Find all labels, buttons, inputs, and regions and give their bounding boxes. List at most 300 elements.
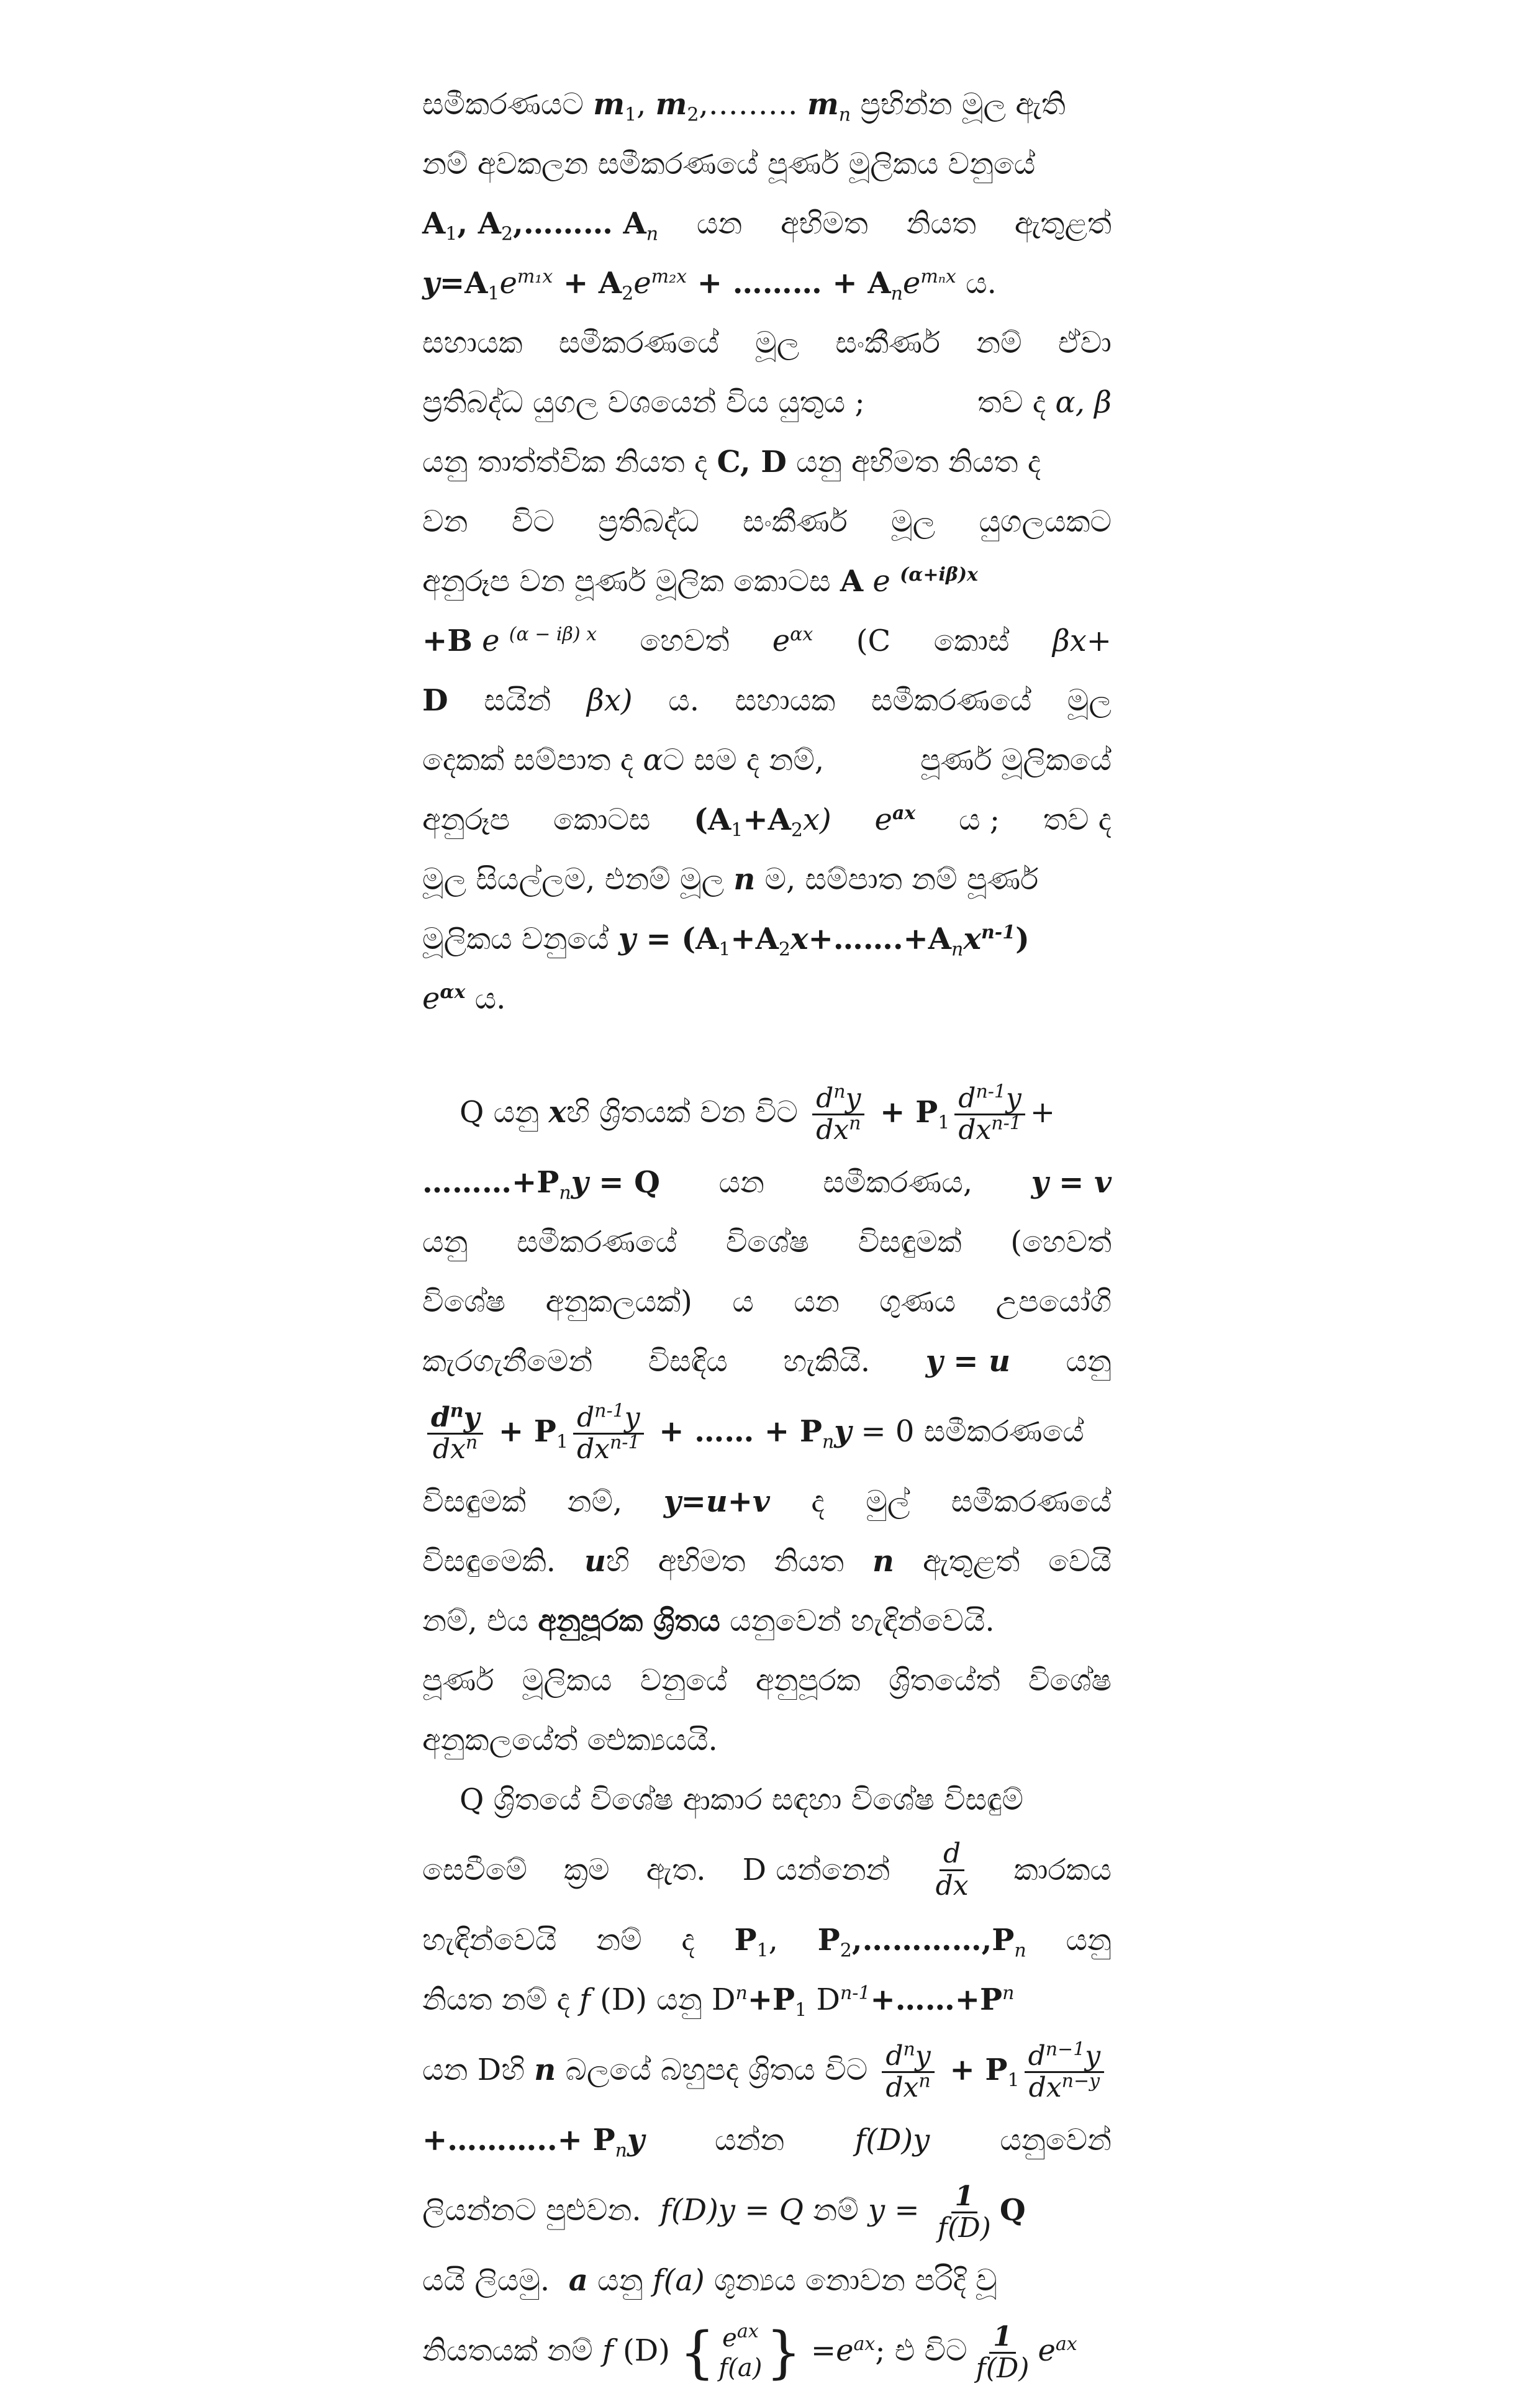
text-line — [422, 373, 1112, 432]
math-var: x) — [802, 802, 831, 837]
math-group — [734, 1910, 777, 1970]
math-var: x — [963, 922, 981, 956]
subscript: 1 — [731, 819, 743, 842]
math-var: y — [627, 2123, 645, 2157]
text-span: D යන්නෙන් — [742, 1853, 890, 1887]
fraction — [718, 2320, 763, 2383]
text-span: හැකියි. — [783, 1344, 871, 1379]
text-span: යන D — [422, 2053, 502, 2087]
math-var: y — [834, 1414, 852, 1449]
subscript: 1 — [938, 1112, 950, 1134]
text-span: අභිමත — [658, 1544, 746, 1579]
superscript: n-1 — [991, 1112, 1021, 1135]
superscript: n−y — [1061, 2070, 1100, 2092]
text-line — [422, 2310, 1112, 2391]
defined-term: අනුපූරක ශ්‍රිතය — [538, 1604, 720, 1638]
text-span: පූර්ණ — [422, 1663, 494, 1698]
superscript: mₙx — [920, 266, 956, 288]
text-span: සහායක — [422, 325, 523, 360]
text-span: Q ශ්‍රිතයේ විශේෂ ආකාර සඳහා විශේෂ විසඳුම් — [460, 1782, 1024, 1817]
text-span: ය. — [956, 266, 997, 301]
text-line — [422, 1970, 1112, 2030]
denominator — [812, 1112, 864, 1146]
text-span: නියත — [906, 206, 977, 241]
text-span: ඇතුළත් — [922, 1544, 1020, 1579]
text-span: ද — [811, 1484, 825, 1519]
text-span: හැඳින්වෙයි — [422, 1923, 557, 1958]
subscript: 1 — [1007, 2069, 1020, 2092]
math-var: y = — [868, 2193, 929, 2228]
text-span: නම් — [596, 1923, 642, 1958]
numerator — [722, 2320, 759, 2353]
text-line — [422, 492, 1112, 551]
text-span: යන්න — [714, 2123, 785, 2157]
text-line — [422, 75, 1112, 134]
text-span: අනුරූප වන පූර්ණ මූලික කොටස — [422, 564, 840, 599]
math-var: + P — [869, 1095, 938, 1130]
text-span: යන — [696, 206, 743, 241]
superscript: n — [1002, 1982, 1015, 2004]
text-span: ය ; — [959, 802, 1000, 837]
math-var: n — [872, 1544, 894, 1579]
text-group — [422, 730, 824, 790]
text-span: හි ශ්‍රිතයක් වන විට — [566, 1095, 798, 1130]
text-span: (හෙවත් — [1010, 1225, 1112, 1259]
text-span: අනුපූරක — [755, 1663, 861, 1698]
math-group — [422, 2110, 645, 2170]
text-span: පූර්ණ මූලිකයේ — [920, 743, 1112, 778]
denominator: f(a) — [718, 2353, 763, 2382]
numerator: d — [940, 1839, 964, 1871]
numerator — [1025, 2038, 1105, 2073]
subscript: 2 — [501, 223, 514, 245]
math-var: A — [840, 564, 864, 599]
text-span: සමීකරණය, — [823, 1165, 973, 1200]
text-line — [422, 432, 1112, 492]
text-span: යයි ලියමු. — [422, 2263, 550, 2298]
text-span: හෙවත් — [640, 624, 730, 658]
math-var: dx — [432, 1433, 466, 1465]
math-var: ) — [1015, 922, 1030, 956]
subscript: 2 — [790, 819, 803, 842]
text-line — [422, 1591, 1112, 1651]
math-var: +…….+A — [808, 922, 951, 956]
text-span: සංකීර්ණ — [743, 504, 848, 539]
math-var: dx — [577, 1433, 610, 1465]
text-span: මූලිකය — [522, 1663, 612, 1698]
denominator — [429, 1431, 481, 1465]
math-var: βx+ — [1052, 624, 1112, 658]
text-span: කොස් — [933, 624, 1010, 658]
fraction — [1025, 2038, 1105, 2103]
denominator — [882, 2070, 934, 2103]
math-var: + P — [939, 2053, 1008, 2087]
math-var: y — [1006, 1082, 1021, 1114]
text-span: ,……… — [699, 87, 807, 122]
math-var: D — [422, 683, 448, 718]
text-span: ක්‍රම — [564, 1853, 610, 1887]
fraction — [972, 2322, 1033, 2384]
text-span: මූල — [1067, 683, 1112, 718]
math-var: e — [1038, 2333, 1056, 2368]
text-span: කොටස — [553, 802, 651, 837]
text-line — [422, 969, 1112, 1028]
subscript: 1 — [445, 223, 458, 245]
text-span: විශේෂ — [422, 1284, 506, 1319]
text-column — [422, 75, 1112, 2391]
text-span: ය. — [668, 683, 700, 718]
math-var: m — [593, 87, 625, 122]
math-var: e — [722, 2323, 737, 2352]
text-line — [422, 730, 1112, 790]
math-var: , A — [457, 206, 502, 241]
math-var: y — [422, 266, 440, 301]
superscript: ax — [853, 2333, 876, 2355]
text-line — [422, 1651, 1112, 1710]
math-var: e — [872, 564, 890, 599]
superscript: n — [833, 1080, 846, 1102]
text-line — [422, 909, 1112, 969]
left-brace: { — [679, 2320, 715, 2385]
superscript: n−1 — [1045, 2038, 1085, 2060]
text-span: සයින් — [484, 683, 551, 718]
text-line — [422, 1531, 1112, 1591]
superscript: n-1 — [594, 1399, 625, 1422]
math-var: f(a) — [652, 2263, 705, 2298]
subscript: 1 — [718, 938, 731, 961]
numerator: 1 — [989, 2322, 1016, 2354]
fraction — [932, 1839, 972, 1901]
math-var: +P — [747, 1982, 795, 2017]
math-var: y — [845, 1082, 861, 1114]
text-span: නම් අවකලන සමීකරණයේ පූර්ණ මූලිකය වනුයේ — [422, 147, 1036, 181]
math-var: dx — [816, 1114, 849, 1146]
superscript: ax — [736, 2320, 759, 2343]
text-span: උපයෝගි — [995, 1284, 1112, 1319]
text-span: ලියන්නට පුළුවන. — [422, 2193, 641, 2228]
text-span: (D) යනු D — [590, 1982, 736, 2017]
text-line — [422, 1910, 1112, 1970]
math-var: ,…………,P — [851, 1923, 1015, 1958]
math-var: ………+P — [422, 1165, 559, 1200]
math-var: e — [633, 266, 651, 301]
math-var: n — [534, 2053, 556, 2087]
superscript: m₁x — [517, 266, 553, 288]
math-var: + …… + P — [648, 1414, 822, 1449]
subscript: 2 — [840, 1940, 852, 1962]
math-var: y=u+v — [663, 1484, 770, 1519]
text-span: ඇතුළත් — [1014, 206, 1112, 241]
math-var: m — [807, 87, 839, 122]
numerator: 1 — [951, 2182, 978, 2213]
subscript: n — [890, 283, 903, 305]
brace-group — [679, 2320, 802, 2385]
numerator — [882, 2038, 934, 2073]
text-span: යනුවෙන් — [1000, 2123, 1112, 2157]
text-span: යුගලයකට — [979, 504, 1112, 539]
denominator: dx — [935, 1869, 969, 1902]
text-span: සමීකරණයට — [422, 87, 594, 122]
text-span: දෙකක් සම්පාත ද — [422, 743, 643, 778]
text-line — [422, 790, 1112, 850]
subscript: 1 — [756, 1940, 769, 1962]
text-span: නම්, — [567, 1484, 623, 1519]
text-span: යනු — [422, 1225, 468, 1259]
text-span: ප්‍රභින්න මූල ඇති — [851, 87, 1066, 122]
fraction — [954, 1080, 1025, 1146]
text-span: ඒවා — [1058, 325, 1112, 360]
subscript: 1 — [487, 283, 500, 305]
math-var: y — [571, 1165, 589, 1200]
text-span: ය. — [465, 981, 506, 1016]
math-var: P — [817, 1923, 840, 1958]
subscript: n — [838, 104, 851, 126]
math-var: f — [602, 2333, 614, 2368]
text-span: සමීකරණයේ — [951, 1484, 1112, 1519]
denominator — [573, 1431, 644, 1465]
math-var: x — [548, 1095, 566, 1130]
math-var: u — [584, 1544, 606, 1579]
math-var: y — [1085, 2039, 1101, 2072]
text-span: කැරගැනීමෙන් — [422, 1344, 593, 1379]
superscript: n — [918, 2070, 931, 2092]
text-span: අභිමත — [781, 206, 868, 241]
text-line — [422, 1272, 1112, 1332]
subscript: 2 — [778, 938, 790, 961]
fraction — [934, 2182, 995, 2244]
text-line — [422, 253, 1112, 313]
text-group — [584, 1531, 630, 1591]
text-span: වන — [422, 504, 468, 539]
fraction — [427, 1399, 483, 1465]
math-var: Q — [999, 2193, 1026, 2228]
text-span: සංකීර්ණ — [835, 325, 940, 360]
math-group — [422, 194, 658, 253]
math-var: n — [733, 862, 756, 897]
subscript: n — [615, 2139, 627, 2162]
text-span: මූලිකය වනුයේ — [422, 922, 618, 956]
text-span: (D) — [613, 2333, 670, 2368]
math-var: dx — [958, 1114, 992, 1146]
subscript: 1 — [556, 1431, 568, 1453]
text-span: මූල සියල්ලම, එනම් මූල — [422, 862, 734, 897]
superscript: αx — [440, 981, 466, 1003]
text-span: හි — [501, 2053, 535, 2087]
math-var: +B — [422, 624, 473, 658]
math-var: +……+P — [870, 1982, 1003, 2017]
text-span: යනු අභිමත නියත ද — [786, 445, 1041, 479]
superscript: n — [903, 2038, 915, 2060]
math-var: e — [772, 624, 790, 658]
math-var: y = v — [1031, 1165, 1112, 1200]
text-span: ශ්‍රිතයේත් — [889, 1663, 1000, 1698]
text-line — [422, 551, 1112, 611]
fraction — [812, 1080, 864, 1146]
math-var: +A — [730, 922, 779, 956]
math-group — [694, 790, 831, 850]
math-var: βx) — [587, 683, 633, 718]
text-line — [422, 1332, 1112, 1391]
text-span: සමීකරණයේ — [558, 325, 719, 360]
text-line — [422, 1770, 1112, 1830]
text-span: ප්‍රතිබද්ධ යුගල වශයෙන් විය යුතුය ; — [422, 385, 865, 420]
text-span: යනු — [587, 2263, 653, 2298]
math-var: d — [1028, 2039, 1046, 2072]
text-span: (C — [856, 624, 891, 658]
superscript: n-1 — [840, 1982, 871, 2004]
text-line — [422, 134, 1112, 194]
superscript: n-1 — [609, 1431, 640, 1454]
superscript: n — [450, 1399, 464, 1422]
subscript: 1 — [795, 1999, 807, 2021]
math-var: d — [431, 1401, 450, 1433]
text-group — [977, 373, 1112, 432]
text-span: ට සම ද නම්, — [663, 743, 825, 778]
text-line — [422, 671, 1112, 730]
text-line — [422, 2170, 1112, 2251]
math-group — [875, 790, 916, 850]
text-span: බලයේ බහුපද ශ්‍රිතය විට — [556, 2053, 868, 2087]
math-var: f(D)y — [854, 2123, 930, 2157]
text-span: යනුවෙන් හැඳින්වෙයි. — [720, 1604, 995, 1638]
math-var: d — [886, 2039, 904, 2072]
fraction — [882, 2038, 934, 2103]
text-span: ; එ විට — [875, 2333, 967, 2368]
math-var: x — [790, 922, 808, 956]
text-span: යනු — [1066, 1923, 1112, 1958]
text-span: D — [807, 1982, 840, 2017]
text-span: විශේෂ — [725, 1225, 809, 1259]
text-span: සහායක — [735, 683, 836, 718]
text-span: නම්, එය — [422, 1604, 538, 1638]
math-var: f — [579, 1982, 591, 2017]
text-span: = 0 සමීකරණයේ — [851, 1414, 1084, 1449]
math-var: e — [482, 624, 500, 658]
superscript: n — [465, 1431, 478, 1454]
text-span: හි — [605, 1544, 630, 1579]
math-group — [772, 611, 813, 671]
math-var: y — [915, 2039, 931, 2072]
text-span: නම් — [804, 2193, 869, 2228]
math-var: + P — [488, 1414, 556, 1449]
math-var: = (A — [635, 922, 719, 956]
math-var: y — [618, 922, 636, 956]
text-span: නියත නම් ද — [422, 1982, 580, 2017]
superscript: ax — [892, 802, 916, 824]
math-var: y = u — [925, 1344, 1011, 1379]
math-var: +A — [743, 802, 791, 837]
text-span: වෙයි — [1048, 1544, 1112, 1579]
superscript: n — [849, 1112, 861, 1135]
math-group — [818, 1910, 1026, 1970]
text-span: තව ද — [1043, 802, 1112, 837]
subscript: 2 — [622, 283, 634, 305]
text-span: කාරකය — [1013, 1853, 1112, 1887]
text-line — [422, 2251, 1112, 2310]
numerator — [427, 1399, 483, 1435]
text-span: සමීකරණයේ — [871, 683, 1032, 718]
math-var: d — [816, 1082, 834, 1114]
math-var: +………..+ P — [422, 2123, 615, 2157]
math-var: =e — [801, 2333, 854, 2368]
math-var: e — [422, 981, 440, 1016]
text-span: නියතයක් නම් — [422, 2333, 602, 2368]
math-var: C, D — [717, 445, 787, 479]
denominator: f(D) — [937, 2212, 991, 2244]
math-var: y — [463, 1401, 480, 1433]
text-span: ද — [681, 1923, 695, 1958]
math-var: = Q — [588, 1165, 660, 1200]
text-line — [422, 194, 1112, 253]
numerator — [954, 1080, 1025, 1115]
subscript: n — [646, 223, 659, 245]
text-span: , — [636, 87, 656, 122]
superscript: n — [735, 1982, 748, 2004]
text-line — [422, 611, 1112, 671]
math-var: y — [624, 1401, 640, 1433]
subscript: 1 — [624, 104, 637, 126]
math-var: + A — [553, 266, 622, 301]
text-span: විට — [511, 504, 555, 539]
math-var: α, β — [1055, 385, 1112, 420]
text-span: මූල — [891, 504, 936, 539]
text-span: තව ද — [977, 385, 1056, 420]
text-span: ගුණය — [879, 1284, 956, 1319]
text-line — [422, 1153, 1112, 1212]
text-line — [422, 1830, 1112, 1910]
text-span: යනු — [1066, 1344, 1112, 1379]
text-line — [422, 313, 1112, 373]
math-var: e — [902, 266, 921, 301]
text-span: ශූන්‍යය නොවන පරිදි වූ — [704, 2263, 997, 2298]
math-var: d — [958, 1082, 976, 1114]
text-line — [422, 1391, 1112, 1472]
text-span: විසඳුමෙකි. — [422, 1544, 556, 1579]
text-line — [422, 1072, 1112, 1153]
text-line — [422, 850, 1112, 909]
math-var: e — [874, 802, 892, 837]
math-var: P — [734, 1923, 757, 1958]
text-span: වනුයේ — [640, 1663, 728, 1698]
text-line — [422, 1212, 1112, 1272]
math-var: dx — [1028, 2072, 1062, 2103]
numerator — [573, 1399, 644, 1435]
text-span: යන — [794, 1284, 840, 1319]
math-var: d — [576, 1401, 595, 1433]
text-span: අනුකලයේත් ඓක්‍යයයි. — [422, 1723, 718, 1758]
math-group — [422, 611, 597, 671]
text-span: මූල — [755, 325, 800, 360]
subscript: n — [951, 938, 964, 961]
math-var: a — [568, 2263, 588, 2298]
superscript: (α − iβ) x — [509, 624, 597, 645]
denominator: f(D) — [976, 2352, 1030, 2384]
superscript: ax — [1055, 2333, 1077, 2355]
superscript: αx — [790, 624, 813, 645]
text-span: යන — [718, 1165, 764, 1200]
superscript: n-1 — [981, 922, 1016, 943]
text-span: නියත — [774, 1544, 844, 1579]
subscript: 2 — [687, 104, 699, 126]
math-var: α — [643, 743, 663, 778]
subscript: n — [1014, 1940, 1026, 1962]
superscript: m₂x — [651, 266, 687, 288]
math-var: + ……… + A — [687, 266, 891, 301]
text-span: ඇත. — [646, 1853, 706, 1887]
text-span: ප්‍රතිබද්ධ — [598, 504, 699, 539]
text-span: , — [768, 1923, 778, 1958]
text-span: නම් — [976, 325, 1022, 360]
